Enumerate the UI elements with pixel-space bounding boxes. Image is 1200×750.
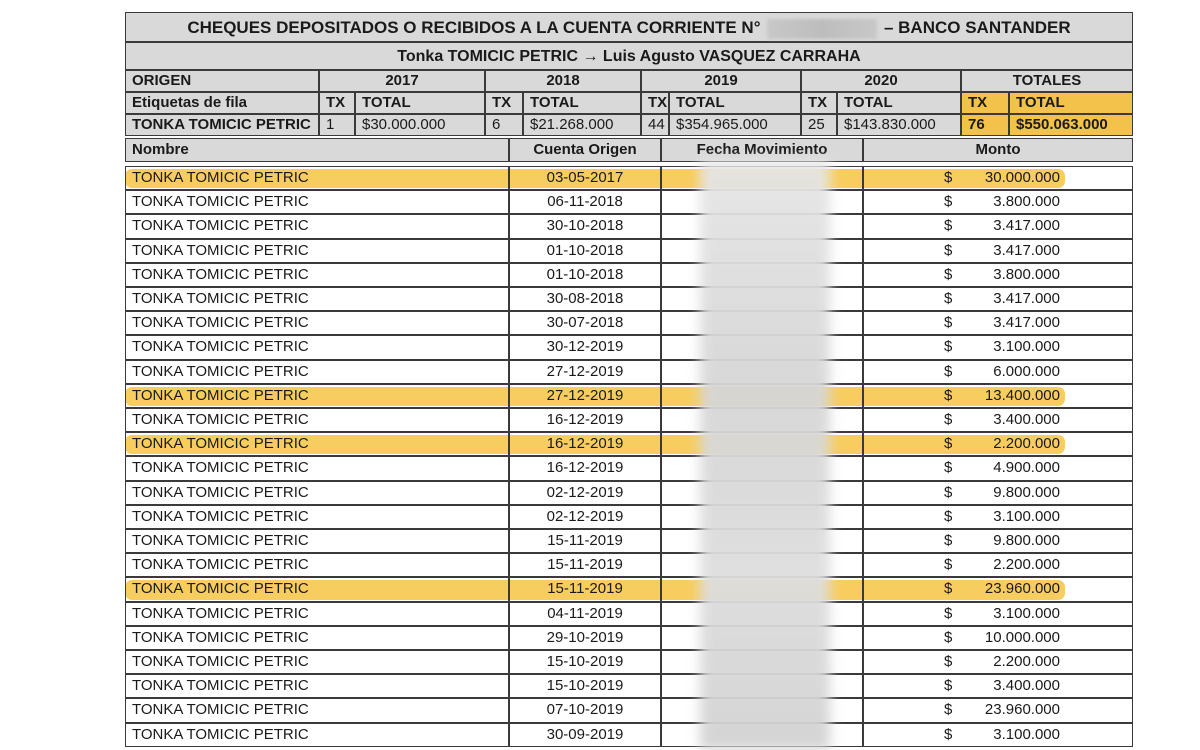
currency-symbol: $ [944,241,953,259]
currency-symbol: $ [944,628,953,646]
currency-symbol: $ [944,725,953,743]
currency-symbol: $ [944,265,953,283]
row-name: TONKA TOMICIC PETRIC [125,698,509,722]
row-name: TONKA TOMICIC PETRIC [125,650,509,674]
row-date: 07-10-2019 [509,698,661,722]
row-name: TONKA TOMICIC PETRIC [125,190,509,214]
total-header: TOTAL [669,92,801,114]
table-row [125,650,1133,674]
table-row [125,311,1133,335]
row-date: 15-11-2019 [509,529,661,553]
currency-symbol: $ [944,701,953,719]
year-header: 2020 [801,70,961,92]
row-amount-cell [863,360,1133,384]
row-amount: 3.400.000 [993,411,1060,428]
table-row [125,166,1133,190]
row-date: 06-11-2018 [509,190,661,214]
row-amount-cell [863,723,1133,747]
currency-symbol: $ [944,459,953,477]
table-row [125,214,1133,238]
currency-symbol: $ [944,314,953,332]
table-row [125,384,1133,408]
row-amount: 9.800.000 [993,483,1060,501]
row-amount: 23.960.000 [984,580,1060,598]
row-date: 27-12-2019 [509,360,661,384]
table-row [125,529,1133,553]
row-amount-cell [863,263,1133,287]
row-amount: 3.100.000 [993,725,1060,743]
row-date: 27-12-2019 [509,384,661,408]
table-row [125,505,1133,529]
row-amount-cell [863,287,1133,311]
currency-symbol: $ [944,580,953,598]
table-row [125,698,1133,722]
total-header: TOTAL [837,92,961,114]
row-date: 30-09-2019 [509,723,661,747]
row-amount-cell [863,553,1133,577]
currency-symbol: $ [944,677,953,695]
table-row [125,263,1133,287]
row-amount: 23.960.000 [984,701,1060,719]
summary-tx: 25 [801,114,837,136]
row-date: 03-05-2017 [509,166,661,190]
summary-year-row [125,70,1133,92]
row-amount-cell [863,481,1133,505]
row-amount-cell [863,577,1133,601]
row-amount-cell [863,650,1133,674]
row-name: TONKA TOMICIC PETRIC [125,239,509,263]
row-amount: 3.417.000 [993,241,1060,259]
row-date: 04-11-2019 [509,602,661,626]
row-name: TONKA TOMICIC PETRIC [125,577,509,601]
row-amount: 13.400.000 [984,386,1060,404]
row-amount: 3.800.000 [993,193,1060,211]
row-name: TONKA TOMICIC PETRIC [125,214,509,238]
row-amount: 2.200.000 [993,435,1060,453]
row-name: TONKA TOMICIC PETRIC [125,456,509,480]
currency-symbol: $ [944,362,953,380]
row-name: TONKA TOMICIC PETRIC [125,602,509,626]
currency-symbol: $ [944,483,953,501]
summary-total: $30.000.000 [355,114,485,136]
currency-symbol: $ [944,604,953,622]
row-date: 30-12-2019 [509,335,661,359]
column-header-monto: Monto [863,138,1133,162]
row-amount: 3.417.000 [993,314,1060,332]
row-amount: 3.417.000 [993,290,1060,307]
currency-symbol: $ [944,532,953,549]
total-header: TOTAL [1009,92,1133,114]
row-amount: 3.100.000 [993,338,1060,356]
row-date: 16-12-2019 [509,432,661,456]
row-amount-cell [863,505,1133,529]
row-amount: 3.800.000 [993,265,1060,283]
column-header-cuenta: Cuenta Origen [509,138,661,162]
currency-symbol: $ [944,386,953,404]
row-date: 16-12-2019 [509,408,661,432]
row-amount: 3.100.000 [993,604,1060,622]
table-row [125,481,1133,505]
row-name: TONKA TOMICIC PETRIC [125,529,509,553]
row-name: TONKA TOMICIC PETRIC [125,432,509,456]
table-row [125,626,1133,650]
tx-header: TX [485,92,523,114]
row-name: TONKA TOMICIC PETRIC [125,674,509,698]
total-header: TOTAL [523,92,641,114]
row-date: 01-10-2018 [509,239,661,263]
table-row [125,456,1133,480]
row-name: TONKA TOMICIC PETRIC [125,263,509,287]
year-header: 2018 [485,70,641,92]
summary-label-row [125,92,1133,114]
row-name: TONKA TOMICIC PETRIC [125,287,509,311]
currency-symbol: $ [944,290,953,307]
row-amount-cell [863,335,1133,359]
table-row [125,723,1133,747]
title-text: CHEQUES DEPOSITADOS O RECIBIDOS A LA CUENTA CORRIENTE N° [187,18,761,37]
table-row [125,408,1133,432]
row-amount-cell [863,408,1133,432]
row-date: 30-08-2018 [509,287,661,311]
row-amount-cell [863,214,1133,238]
table-row [125,674,1133,698]
grand-total: $550.063.000 [1009,114,1133,136]
row-date: 02-12-2019 [509,505,661,529]
table-row [125,239,1133,263]
row-date: 01-10-2018 [509,263,661,287]
row-name: TONKA TOMICIC PETRIC [125,553,509,577]
row-amount-cell [863,602,1133,626]
currency-symbol: $ [944,556,953,574]
row-amount-cell [863,166,1133,190]
title-bank: – BANCO SANTANDER [883,18,1071,37]
year-header: 2017 [319,70,485,92]
total-header: TOTAL [355,92,485,114]
summary-tx: 1 [319,114,355,136]
summary-tx: 44 [641,114,669,136]
row-name: TONKA TOMICIC PETRIC [125,335,509,359]
tx-header: TX [319,92,355,114]
row-label-header: Etiquetas de fila [125,92,319,114]
row-amount: 3.400.000 [993,677,1060,695]
currency-symbol: $ [944,653,953,670]
row-amount-cell [863,529,1133,553]
row-name: TONKA TOMICIC PETRIC [125,505,509,529]
row-date: 30-10-2018 [509,214,661,238]
currency-symbol: $ [944,193,953,211]
row-name: TONKA TOMICIC PETRIC [125,360,509,384]
row-amount: 2.200.000 [993,653,1060,670]
row-date: 29-10-2019 [509,626,661,650]
row-amount-cell [863,698,1133,722]
table-row [125,360,1133,384]
table-row [125,553,1133,577]
table-row [125,577,1133,601]
summary-name: TONKA TOMICIC PETRIC [125,114,319,136]
row-amount: 3.417.000 [993,217,1060,235]
row-amount-cell [863,674,1133,698]
currency-symbol: $ [944,507,953,525]
row-amount: 2.200.000 [993,556,1060,574]
summary-total: $21.268.000 [523,114,641,136]
summary-total: $354.965.000 [669,114,801,136]
row-amount: 4.900.000 [993,459,1060,477]
row-name: TONKA TOMICIC PETRIC [125,481,509,505]
tx-header: TX [641,92,669,114]
row-name: TONKA TOMICIC PETRIC [125,626,509,650]
row-amount: 6.000.000 [993,362,1060,380]
row-amount-cell [863,384,1133,408]
document-subtitle [125,42,1133,70]
row-amount-cell [863,190,1133,214]
redacted-date-column [700,160,830,750]
tx-header: TX [961,92,1009,114]
detail-header-row [125,138,1133,162]
row-name: TONKA TOMICIC PETRIC [125,311,509,335]
table-row [125,287,1133,311]
row-date: 15-11-2019 [509,577,661,601]
currency-symbol: $ [944,338,953,356]
row-name: TONKA TOMICIC PETRIC [125,723,509,747]
totals-label: TOTALES [961,70,1133,92]
row-amount: 3.100.000 [993,507,1060,525]
row-amount-cell [863,626,1133,650]
row-date: 02-12-2019 [509,481,661,505]
row-date: 16-12-2019 [509,456,661,480]
row-amount-cell [863,239,1133,263]
redacted-account-number [767,19,877,39]
document-title [125,12,1133,42]
year-header: 2019 [641,70,801,92]
row-amount-cell [863,432,1133,456]
currency-symbol: $ [944,217,953,235]
row-date: 15-10-2019 [509,650,661,674]
column-header-fecha: Fecha Movimiento [661,138,863,162]
currency-symbol: $ [944,435,953,453]
row-name: TONKA TOMICIC PETRIC [125,166,509,190]
row-name: TONKA TOMICIC PETRIC [125,408,509,432]
table-row [125,602,1133,626]
row-amount: 9.800.000 [993,532,1060,549]
row-date: 15-11-2019 [509,553,661,577]
column-header-nombre: Nombre [125,138,509,162]
row-name: TONKA TOMICIC PETRIC [125,384,509,408]
currency-symbol: $ [944,411,953,428]
row-amount-cell [863,456,1133,480]
summary-total: $143.830.000 [837,114,961,136]
summary-tx: 6 [485,114,523,136]
row-amount: 30.000.000 [984,169,1060,186]
row-amount: 10.000.000 [984,628,1060,646]
row-amount-cell [863,311,1133,335]
currency-symbol: $ [944,169,953,186]
table-row [125,190,1133,214]
row-date: 15-10-2019 [509,674,661,698]
tx-header: TX [801,92,837,114]
row-date: 30-07-2018 [509,311,661,335]
table-row [125,432,1133,456]
table-row [125,335,1133,359]
origin-label: ORIGEN [125,70,319,92]
summary-value-row [125,114,1133,136]
subtitle-text: Tonka TOMICIC PETRIC → Luis Agusto VASQUEZ CARRAHA [397,48,861,65]
grand-tx: 76 [961,114,1009,136]
